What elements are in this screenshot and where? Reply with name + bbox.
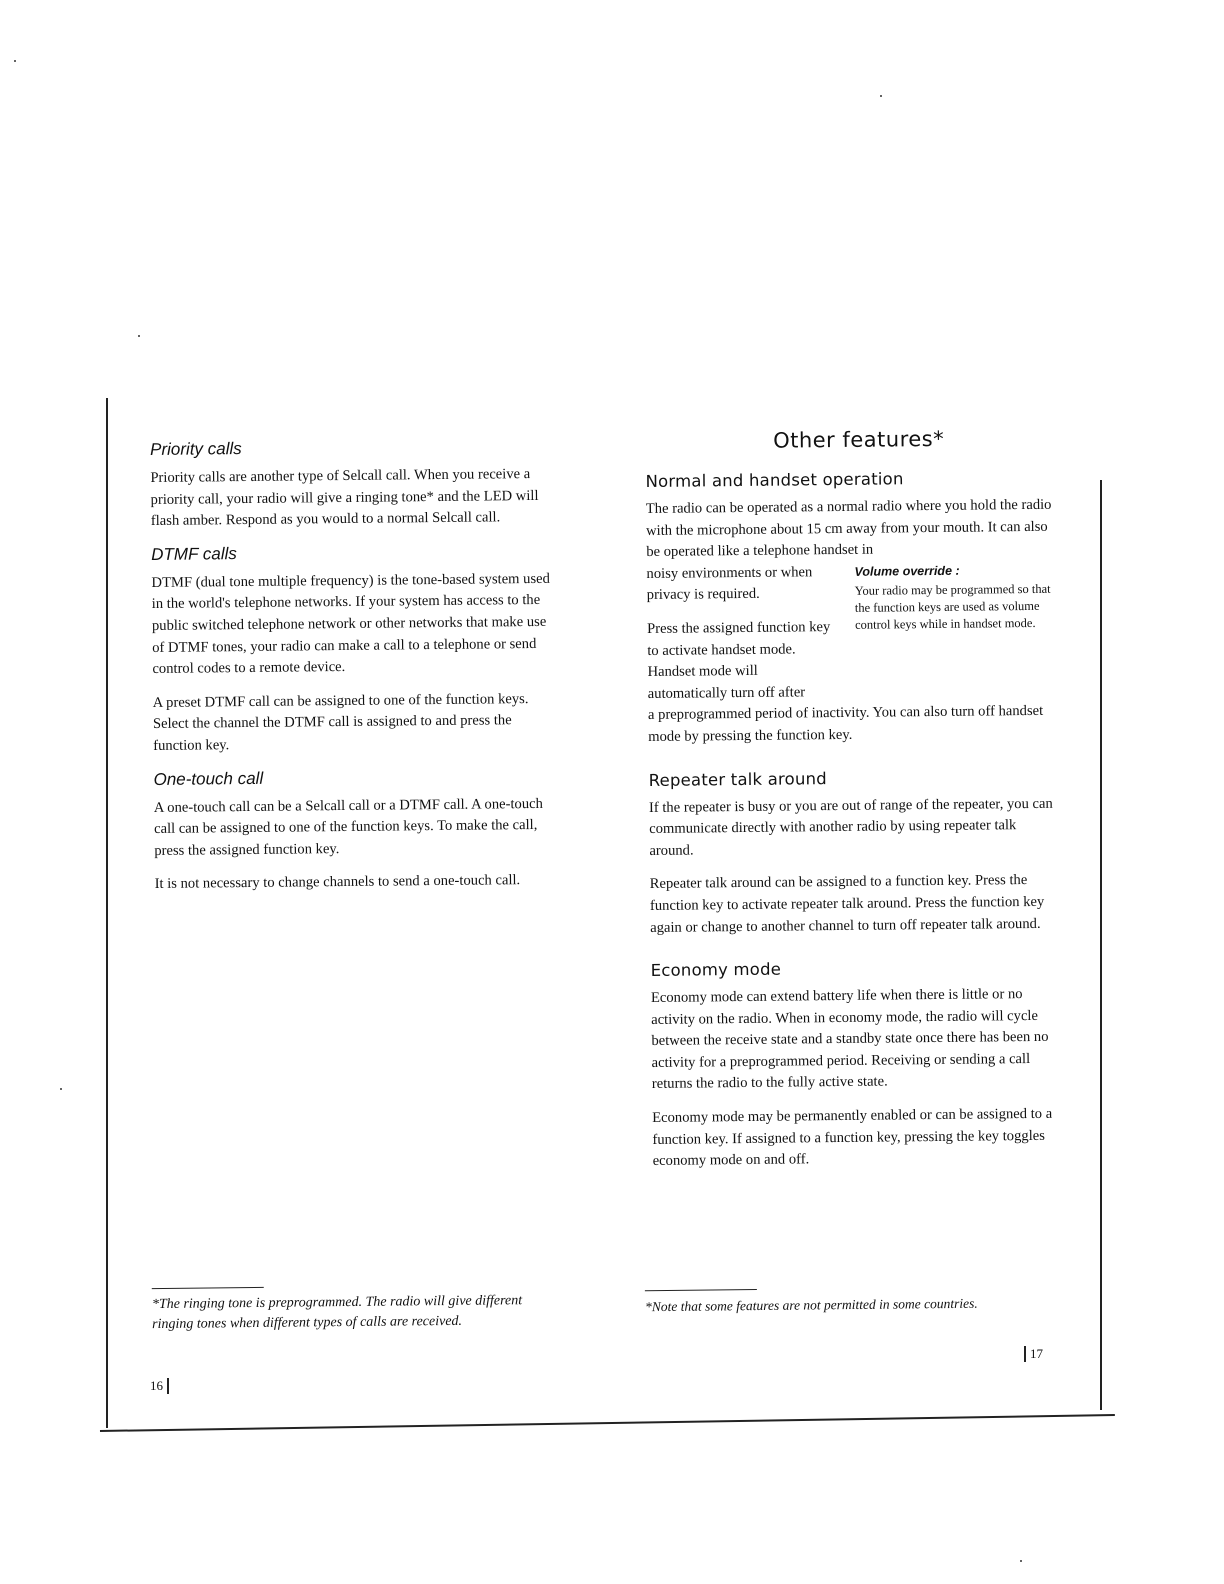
dtmf-calls-section bbox=[151, 540, 563, 757]
scan-speck bbox=[1020, 1560, 1022, 1562]
footnote-rule bbox=[152, 1287, 264, 1289]
footnote-rule bbox=[645, 1289, 757, 1291]
repeater-paragraph-1: If the repeater is busy or you are out of range of the repeater, you can communicate directly with another radio by using repeater talk around. bbox=[648, 795, 1053, 859]
dtmf-calls-paragraph-1: DTMF (dual tone multiple frequency) is the tone-based system used in the world's telephone networks. If your system has access to the public switched telephone network or other networks that make use of DTMF tones, your radio can make a call to a telephone or send control codes to a remote device. bbox=[151, 570, 550, 678]
volume-override-title: Volume override : bbox=[854, 563, 960, 579]
right-page bbox=[645, 426, 1063, 1185]
handset-paragraph-top: The radio can be operated as a normal radio where you hold the radio with the microphone about 15 cm away from your mouth. It can also be operated like a telephone handset in bbox=[645, 496, 1052, 561]
volume-override-note bbox=[854, 562, 1055, 634]
other-features-title: Other features* bbox=[772, 426, 945, 453]
handset-operation-section bbox=[645, 468, 1058, 749]
volume-override-text: Your radio may be programmed so that the function keys are used as volume control keys while in handset mode. bbox=[854, 582, 1051, 632]
repeater-talk-around-section bbox=[649, 766, 1061, 939]
scan-speck bbox=[60, 1088, 62, 1090]
right-footnote-block bbox=[645, 1286, 1065, 1317]
handset-paragraph-bottom: a preprogrammed period of inactivity. You can also turn off handset mode by pressing the function key. bbox=[647, 703, 1044, 745]
economy-mode-section bbox=[651, 957, 1063, 1173]
scan-speck bbox=[880, 95, 882, 97]
left-page bbox=[150, 436, 565, 908]
one-touch-call-heading: One-touch call bbox=[153, 768, 264, 789]
dtmf-calls-paragraph-2: A preset DTMF call can be assigned to one of the function keys. Select the channel the DTMF call is assigned to and press the function key. bbox=[152, 690, 529, 754]
handset-left-column bbox=[646, 562, 832, 705]
economy-mode-heading: Economy mode bbox=[650, 959, 782, 981]
one-touch-call-paragraph-1: A one-touch call can be a Selcall call or a DTMF call. A one-touch call can be assigned to one of the function keys. To make the call, press the assigned function key. bbox=[153, 795, 543, 859]
page-number-right: 17 bbox=[1024, 1346, 1043, 1362]
one-touch-call-section bbox=[153, 765, 564, 896]
priority-calls-paragraph: Priority calls are another type of Selcall call. When you receive a priority call, your radio will give a ringing tone* and the LED will flash amber. Respond as you would to a normal Selcall call. bbox=[150, 466, 539, 530]
priority-calls-section bbox=[150, 436, 561, 533]
scan-frame-left-edge bbox=[106, 398, 108, 1428]
dtmf-calls-heading: DTMF calls bbox=[151, 543, 237, 564]
repeater-paragraph-2: Repeater talk around can be assigned to a function key. Press the function key to activate repeater talk around. Press the function key again or change to another channel to turn off repeater talk around. bbox=[649, 872, 1045, 936]
page-number-left: 16 bbox=[150, 1378, 169, 1394]
economy-paragraph-1: Economy mode can extend battery life when there is little or no activity on the radio. When in economy mode, the radio will cycle between the receive state and a standby state once there has been no activity for a preprogrammed period. Receiving or sending a call returns the radio to the fully active state. bbox=[650, 986, 1049, 1093]
scan-speck bbox=[138, 335, 140, 337]
handset-paragraph-activate: Press the assigned function key to activate handset mode. Handset mode will automatically turn off after bbox=[646, 619, 831, 702]
scan-speck bbox=[14, 60, 16, 62]
priority-calls-heading: Priority calls bbox=[150, 439, 242, 459]
left-footnote: *The ringing tone is preprogrammed. The radio will give different ringing tones when different types of calls are received. bbox=[151, 1293, 523, 1333]
right-footnote: *Note that some features are not permitted in some countries. bbox=[644, 1295, 978, 1315]
handset-operation-heading: Normal and handset operation bbox=[645, 469, 904, 491]
left-footnote-block bbox=[152, 1284, 552, 1335]
one-touch-call-paragraph-2: It is not necessary to change channels to send a one-touch call. bbox=[154, 872, 521, 893]
scan-frame-bottom-edge bbox=[100, 1392, 1115, 1432]
economy-paragraph-2: Economy mode may be permanently enabled or can be assigned to a function key. If assigned to a function key, pressing the key toggles economy mode on and off. bbox=[652, 1105, 1053, 1170]
handset-paragraph-privacy: noisy environments or when privacy is required. bbox=[646, 564, 813, 604]
scan-frame-right-edge bbox=[1100, 480, 1102, 1410]
handset-two-column bbox=[646, 559, 1057, 705]
repeater-talk-around-heading: Repeater talk around bbox=[648, 768, 828, 790]
